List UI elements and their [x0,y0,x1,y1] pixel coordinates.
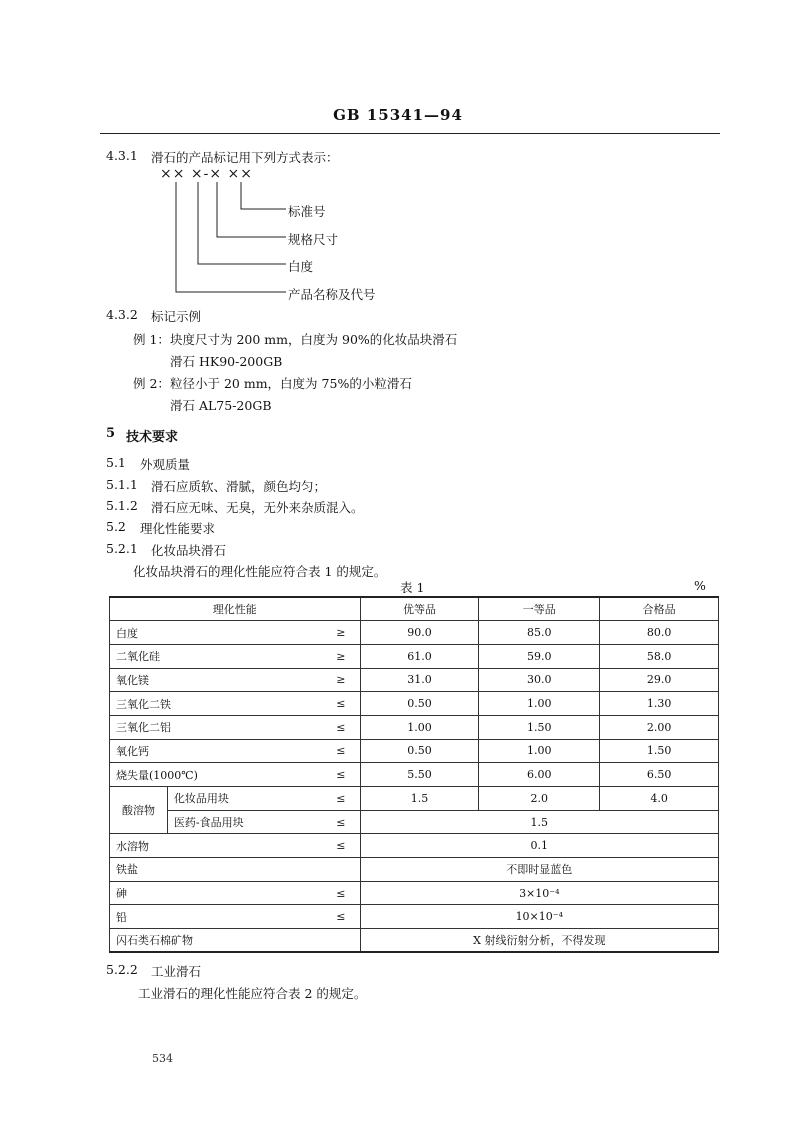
value-cell: 31.0 [360,668,479,692]
property-name: 水溶物 [110,834,323,858]
value-cell: 0.50 [360,692,479,716]
table-row [110,929,719,953]
section-5-number: 5 [106,426,116,441]
table-row [110,739,719,763]
comparison-symbol: ≤ [322,834,360,858]
table-header-cell: 合格品 [600,597,719,621]
section-5-2-2-text: 工业滑石的理化性能应符合表 2 的规定。 [138,986,367,1001]
comparison-symbol: ≤ [322,739,360,763]
marking-label-size: 规格尺寸 [288,232,339,247]
example-1-label: 例 1： [133,332,170,347]
property-name: 三氧化二铁 [110,692,323,716]
example-2-text: 粒径小于 20 mm，白度为 75%的小粒滑石 [170,376,412,391]
section-5-2-1-number: 5.2.1 [106,541,138,556]
comparison-symbol: ≤ [322,810,360,834]
table-row [110,810,719,834]
value-cell: 2.0 [479,787,600,811]
value-cell: 30.0 [479,668,600,692]
table-row [110,692,719,716]
page-number: 534 [152,1052,173,1065]
property-name: 烧失量(1000℃) [110,763,323,787]
table-row [110,858,719,882]
value-cell: 61.0 [360,644,479,668]
section-5-1-1-text: 滑石应质软、滑腻，颜色均匀； [151,479,327,494]
example-2-code: 滑石 AL75-20GB [170,398,272,413]
section-5-2-1-title: 化妆品块滑石 [151,543,227,558]
comparison-symbol: ≥ [322,668,360,692]
section-4-3-2-title: 标记示例 [151,309,202,324]
value-cell: 6.00 [479,763,600,787]
table-header-cell: 理化性能 [110,597,361,621]
property-name: 氧化镁 [110,668,323,692]
property-name: 三氧化二铝 [110,715,323,739]
table-1-caption: 表 1 [400,580,425,595]
section-5-1-2-number: 5.1.2 [106,498,138,513]
merged-value-cell: X 射线衍射分析，不得发现 [360,929,718,953]
marking-diagram-lines [0,0,796,320]
marking-label-product-name: 产品名称及代号 [288,287,376,302]
table-1 [109,596,719,953]
value-cell: 1.5 [360,787,479,811]
example-1-text: 块度尺寸为 200 mm，白度为 90%的化妆品块滑石 [170,332,458,347]
value-cell: 58.0 [600,644,719,668]
comparison-symbol: ≤ [322,787,360,811]
section-5-2-number: 5.2 [106,519,126,534]
value-cell: 1.00 [360,715,479,739]
value-cell: 1.50 [479,715,600,739]
property-name: 化妆品用块 [167,787,322,811]
section-4-3-2-number: 4.3.2 [106,307,138,322]
section-5-1-title: 外观质量 [140,457,191,472]
section-4-3-1-number: 4.3.1 [106,148,138,163]
section-5-2-1-text: 化妆品块滑石的理化性能应符合表 1 的规定。 [133,564,387,579]
value-cell: 59.0 [479,644,600,668]
value-cell: 2.00 [600,715,719,739]
property-name: 铅 [110,905,323,929]
table-header-cell: 优等品 [360,597,479,621]
value-cell: 80.0 [600,621,719,645]
acid-soluble-group-label: 酸溶物 [110,787,168,834]
section-5-2-title: 理化性能要求 [140,521,216,536]
value-cell: 1.50 [600,739,719,763]
marking-label-standard-no: 标准号 [288,204,326,219]
value-cell: 85.0 [479,621,600,645]
section-5-1-1-number: 5.1.1 [106,477,138,492]
property-name: 白度 [110,621,323,645]
table-row [110,881,719,905]
table-row [110,621,719,645]
merged-value-cell: 3×10⁻⁴ [360,881,718,905]
table-row [110,787,719,811]
comparison-symbol [322,858,360,882]
marking-label-whiteness: 白度 [288,259,314,274]
property-name: 砷 [110,881,323,905]
example-2-label: 例 2： [133,376,170,391]
value-cell: 1.30 [600,692,719,716]
value-cell: 5.50 [360,763,479,787]
comparison-symbol: ≥ [322,644,360,668]
section-5-1-number: 5.1 [106,455,126,470]
value-cell: 1.00 [479,692,600,716]
table-row [110,715,719,739]
table-row [110,905,719,929]
table-row [110,834,719,858]
value-cell: 6.50 [600,763,719,787]
value-cell: 4.0 [600,787,719,811]
table-row [110,763,719,787]
section-4-3-1-text: 滑石的产品标记用下列方式表示： [151,150,339,165]
value-cell: 29.0 [600,668,719,692]
table-header-cell: 一等品 [479,597,600,621]
merged-value-cell: 不即时显蓝色 [360,858,718,882]
section-5-2-2-title: 工业滑石 [151,964,202,979]
property-name: 铁盐 [110,858,323,882]
table-header-row [110,597,719,621]
standard-header: GB 15341—94 [333,106,463,124]
section-5-title: 技术要求 [126,430,179,445]
property-name: 氧化钙 [110,739,323,763]
property-name: 医药-食品用块 [167,810,322,834]
table-row [110,644,719,668]
marking-code: ×× ×-× ×× [160,166,254,182]
merged-value-cell: 0.1 [360,834,718,858]
comparison-symbol: ≤ [322,905,360,929]
value-cell: 0.50 [360,739,479,763]
merged-value-cell: 10×10⁻⁴ [360,905,718,929]
property-name: 闪石类石棉矿物 [110,929,323,953]
section-5-2-2-number: 5.2.2 [106,962,138,977]
merged-value-cell: 1.5 [360,810,718,834]
property-name: 二氧化硅 [110,644,323,668]
table-row [110,668,719,692]
comparison-symbol [322,929,360,953]
comparison-symbol: ≥ [322,621,360,645]
example-1-code: 滑石 HK90-200GB [170,354,283,369]
value-cell: 1.00 [479,739,600,763]
comparison-symbol: ≤ [322,881,360,905]
comparison-symbol: ≤ [322,715,360,739]
section-5-1-2-text: 滑石应无味、无臭，无外来杂质混入。 [151,500,364,515]
comparison-symbol: ≤ [322,692,360,716]
table-1-unit: % [694,578,706,593]
comparison-symbol: ≤ [322,763,360,787]
value-cell: 90.0 [360,621,479,645]
